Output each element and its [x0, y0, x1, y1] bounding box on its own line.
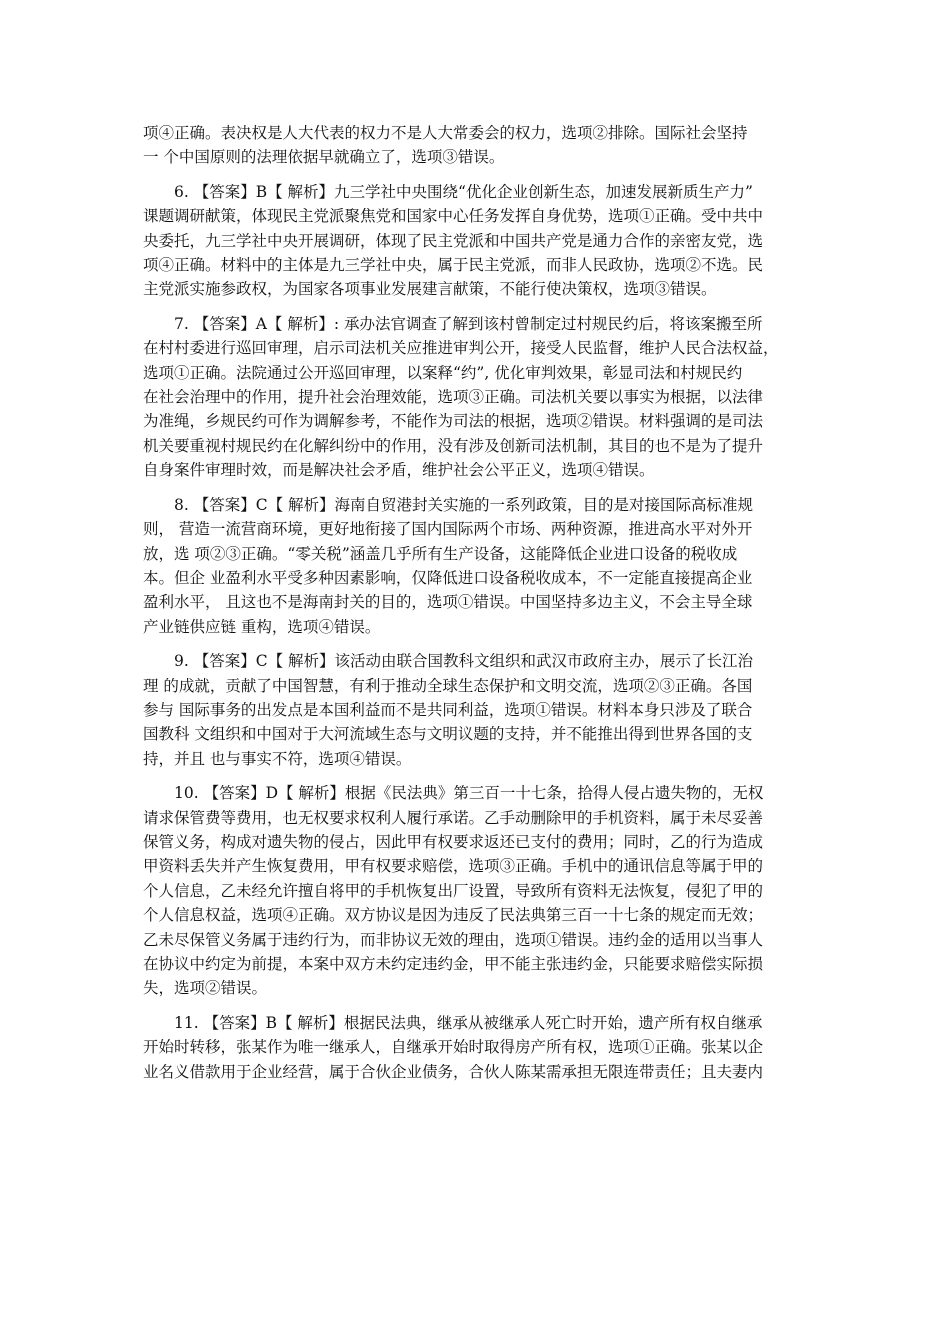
answer-heading-line: 6. 【答案】B【 解析】九三学社中央围绕“优化企业创新生态，加速发展新质生产力”	[174, 182, 753, 201]
text-line: 请求保管费等费用，也无权要求权利人履行承诺。乙手动删除甲的手机资料，属于未尽妥善	[143, 808, 764, 827]
text-line: 则， 营造一流营商环境，更好地衔接了国内国际两个市场、两种资源，推进高水平对外开	[143, 520, 753, 539]
text-line: 放，选 项②③正确。“零关税”涵盖几乎所有生产设备，这能降低企业进口设备的税收成	[143, 544, 738, 563]
text-line: 甲资料丢失并产生恢复费用，甲有权要求赔偿，选项③正确。手机中的通讯信息等属于甲的	[143, 857, 764, 876]
text-line: 课题调研献策，体现民主党派聚焦党和国家中心任务发挥自身优势，选项①正确。受中共中	[143, 207, 764, 226]
text-line: 失，选项②错误。	[143, 979, 268, 998]
text-line: 保管义务，构成对遗失物的侵占，因此甲有权要求返还已支付的费用；同时，乙的行为造成	[143, 832, 764, 851]
text-line: 个人信息权益，选项④正确。双方协议是因为违反了民法典第三百一十七条的规定而无效；	[143, 906, 764, 925]
answer-heading-line: 8. 【答案】C【 解析】海南自贸港封关实施的一系列政策，目的是对接国际高标准规	[174, 495, 754, 514]
answer-heading-line: 11. 【答案】B【 解析】根据民法典，继承从被继承人死亡时开始，遗产所有权自继承	[174, 1013, 763, 1032]
paragraph-answer-9	[143, 649, 815, 771]
answer-heading-line: 7. 【答案】A【 解析】: 承办法官调查了解到该村曾制定过村规民约后，将该案搬至所	[174, 314, 763, 333]
text-line: 央委托，九三学社中央开展调研，体现了民主党派和中国共产党是通力合作的亲密友党，选	[143, 231, 764, 250]
text-line: 机关要重视村规民约在化解纠纷中的作用，没有涉及创新司法机制，其目的也不是为了提升	[143, 436, 764, 455]
text-line: 主党派实施参政权，为国家各项事业发展建言献策，不能行使决策权，选项③错误。	[143, 280, 717, 299]
paragraph-answer-7	[143, 312, 815, 483]
text-line: 一 个中国原则的法理依据早就确立了，选项③错误。	[143, 148, 505, 167]
text-line: 盈利水平， 且这也不是海南封关的目的，选项①错误。中国坚持多边主义，不会主导全球	[143, 593, 753, 612]
text-line: 为准绳，乡规民约可作为调解参考，不能作为司法的根据，选项②错误。材料强调的是司法	[143, 412, 764, 431]
text-line: 自身案件审理时效，而是解决社会矛盾，维护社会公平正义，选项④错误。	[143, 461, 655, 480]
paragraph-answer-6	[143, 180, 815, 302]
paragraph-q5-continuation	[143, 121, 815, 170]
text-line: 在村村委进行巡回审理，启示司法机关应推进审判公开，接受人民监督，维护人民合法权益，	[143, 339, 779, 358]
text-line: 个人信息，乙未经允许擅自将甲的手机恢复出厂设置，导致所有资料无法恢复，侵犯了甲的	[143, 881, 764, 900]
text-line: 业名义借款用于企业经营，属于合伙企业债务，合伙人陈某需承担无限连带责任；且夫妻内	[143, 1062, 764, 1081]
text-line: 选项①正确。法院通过公开巡回审理，以案释“约”, 优化审判效果，彰显司法和村规民约	[143, 363, 743, 382]
text-line: 在社会治理中的作用，提升社会治理效能，选项③正确。司法机关要以事实为根据，以法律	[143, 388, 764, 407]
text-line: 开始时转移，张某作为唯一继承人，自继承开始时取得房产所有权，选项①正确。张某以企	[143, 1038, 764, 1057]
text-line: 参与 国际事务的出发点是本国利益而不是共同利益，选项①错误。材料本身只涉及了联合	[143, 700, 753, 719]
text-line: 理 的成就，贡献了中国智慧，有利于推动全球生态保护和文明交流，选项②③正确。各国	[143, 676, 753, 695]
text-line: 乙未尽保管义务属于违约行为，而非协议无效的理由，选项①错误。违约金的适用以当事人	[143, 930, 764, 949]
text-line: 项④正确。材料中的主体是九三学社中央，属于民主党派，而非人民政协，选项②不选。民	[143, 256, 764, 275]
text-line: 持，并且 也与事实不符，选项④错误。	[143, 749, 412, 768]
document-page	[143, 121, 815, 1094]
text-line: 在协议中约定为前提，本案中双方未约定违约金，甲不能主张违约金，只能要求赔偿实际损	[143, 955, 764, 973]
paragraph-answer-11	[143, 1011, 815, 1084]
paragraph-answer-10	[143, 781, 815, 1001]
text-line: 项④正确。表决权是人大代表的权力不是人大常委会的权力，选项②排除。国际社会坚持	[143, 124, 748, 142]
text-line: 本。但企 业盈利水平受多种因素影响，仅降低进口设备税收成本，不一定能直接提高企业	[143, 568, 753, 587]
text-line: 产业链供应链 重构，选项④错误。	[143, 617, 381, 636]
paragraph-answer-8	[143, 493, 815, 639]
answer-heading-line: 10. 【答案】D【 解析】根据《民法典》第三百一十七条，拾得人侵占遗失物的，无权	[174, 784, 764, 803]
text-line: 国教科 文组织和中国对于大河流域生态与文明议题的支持，并不能推出得到世界各国的支	[143, 725, 753, 744]
answer-heading-line: 9. 【答案】C【 解析】该活动由联合国教科文组织和武汉市政府主办，展示了长江治	[174, 652, 754, 671]
